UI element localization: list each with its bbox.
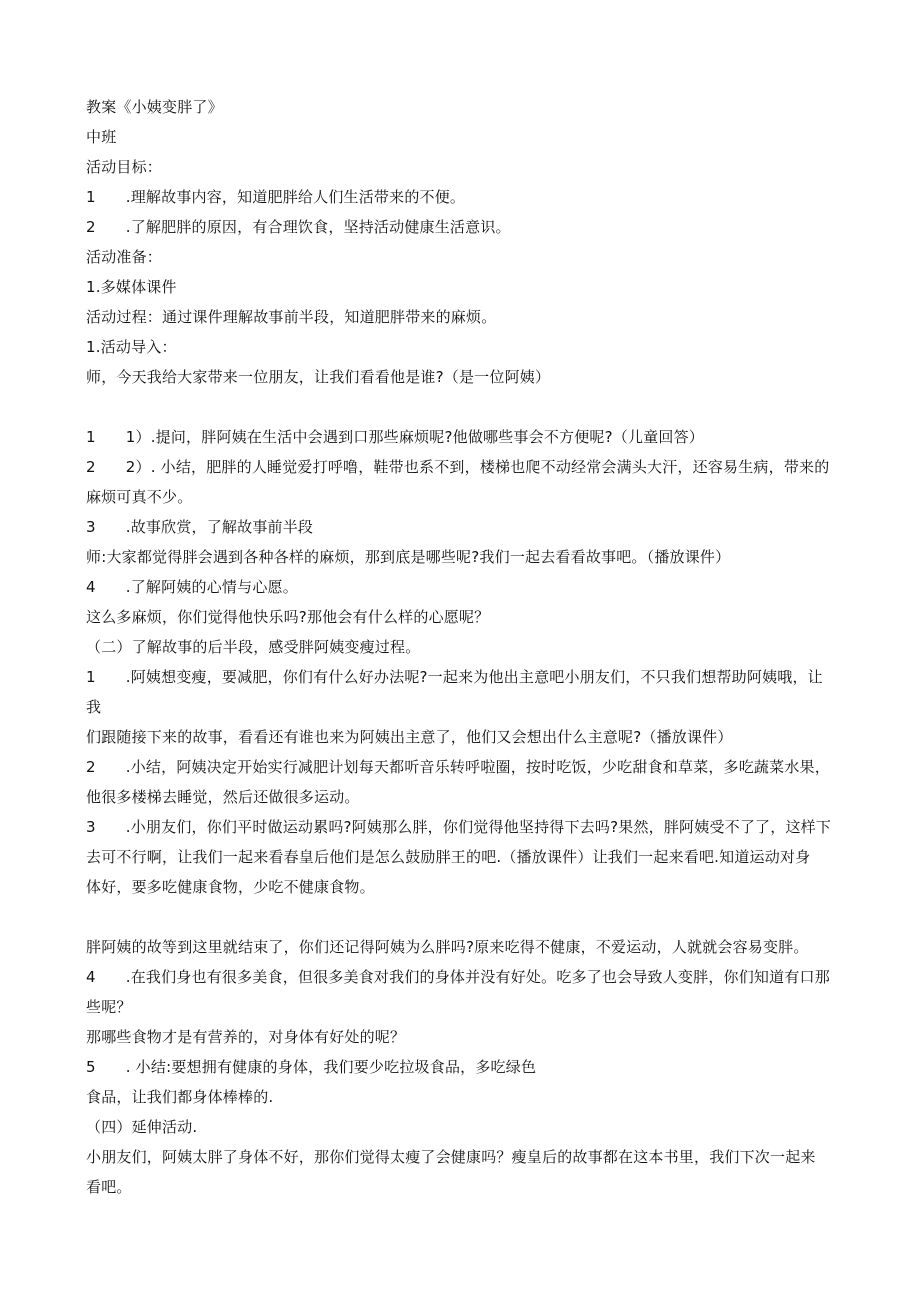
document-page [86, 92, 836, 1202]
goal-item: 2 .了解肥胖的原因，有合理饮食，坚持活动健康生活意识。 [86, 218, 511, 236]
section-heading: （四）延伸活动. [86, 1118, 198, 1136]
list-item: 1 .阿姨想变瘦，要减肥，你们有什么好办法呢?一起来为他出主意吧小朋友们，不只我们想帮助阿姨哦，让我 [86, 668, 823, 716]
list-item: 2 .小结，阿姨决定开始实行减肥计划每天都听音乐转呼啦圈，按时吃饭，少吃甜食和草菜，多吃蔬菜水果， [86, 758, 830, 776]
step-item: 3 .故事欣赏，了解故事前半段 [86, 518, 314, 536]
blank-line [86, 392, 836, 422]
ending-text: 小朋友们，阿姨太胖了身体不好，那你们觉得太瘦了会健康吗？瘦皇后的故事都在这本书里，我们下次一起来 [86, 1148, 816, 1166]
intro-text: 师，今天我给大家带来一位朋友，让我们看看他是谁?（是一位阿姨） [86, 368, 551, 386]
intro-heading: 1.活动导入： [86, 338, 177, 356]
section-heading: （二）了解故事的后半段，感受胖阿姨变瘦过程。 [86, 638, 421, 656]
list-item-continued: 去可不行啊，让我们一起来看春皇后他们是怎么鼓励胖王的吧.（播放课件）让我们一起来看吧.知道运动对身 [86, 848, 811, 866]
process-line: 活动过程：通过课件理解故事前半段，知道肥胖带来的麻烦。 [86, 308, 497, 326]
step-text: 师:大家都觉得胖会遇到各种各样的麻烦，那到底是哪些呢?我们一起去看看故事吧。（播放课件） [86, 548, 731, 566]
list-item-continued: 食品，让我们都身体棒棒的. [86, 1088, 274, 1106]
summary-text: 胖阿姨的故等到这里就结束了，你们还记得阿姨为么胖吗?原来吃得不健康，不爱运动，人就就会容易变胖。 [86, 938, 809, 956]
step-item: 2 2）. 小结，肥胖的人睡觉爱打呼噜，鞋带也系不到，楼梯也爬不动经常会满头大汗，还容易生病，带来的 [86, 458, 830, 476]
list-item: 4 .在我们身也有很多美食，但很多美食对我们的身体并没有好处。吃多了也会导致人变胖，你们知道有口那 [86, 968, 830, 986]
prep-heading: 活动准备： [86, 248, 163, 266]
list-item: 5 . 小结:要想拥有健康的身体，我们要少吃拉圾食品，多吃绿色 [86, 1058, 537, 1076]
document-title: 教案《小姨变胖了》 [86, 98, 223, 116]
list-item: 3 .小朋友们，你们平时做运动累吗?阿姨那么胖，你们觉得他坚持得下去吗?果然，胖阿姨受不了了，这样下 [86, 818, 832, 836]
step-text: 这么多麻烦，你们觉得他快乐吗?那他会有什么样的心愿呢？ [86, 608, 490, 626]
list-item-continued: 些呢？ [86, 998, 132, 1016]
prep-item: 1.多媒体课件 [86, 278, 177, 296]
list-item-continued: 他很多楼梯去睡觉，然后还做很多运动。 [86, 788, 360, 806]
ending-text-continued: 看吧。 [86, 1178, 132, 1196]
list-item-continued: 们跟随接下来的故事，看看还有谁也来为阿姨出主意了，他们又会想出什么主意呢?（播放课件） [86, 728, 733, 746]
step-item: 4 .了解阿姨的心情与心愿。 [86, 578, 298, 596]
step-item-continued: 麻烦可真不少。 [86, 488, 193, 506]
class-level: 中班 [86, 128, 117, 146]
list-item-continued: 体好，要多吃健康食物，少吃不健康食物。 [86, 878, 375, 896]
blank-line [86, 902, 836, 932]
goal-item: 1 .理解故事内容，知道肥胖给人们生活带来的不便。 [86, 188, 466, 206]
goals-heading: 活动目标： [86, 158, 163, 176]
step-item: 1 1）.提问，胖阿姨在生活中会遇到口那些麻烦呢?他做哪些事会不方便呢?（儿童回答） [86, 428, 704, 446]
list-item-text: 那哪些食物才是有营养的，对身体有好处的呢？ [86, 1028, 406, 1046]
